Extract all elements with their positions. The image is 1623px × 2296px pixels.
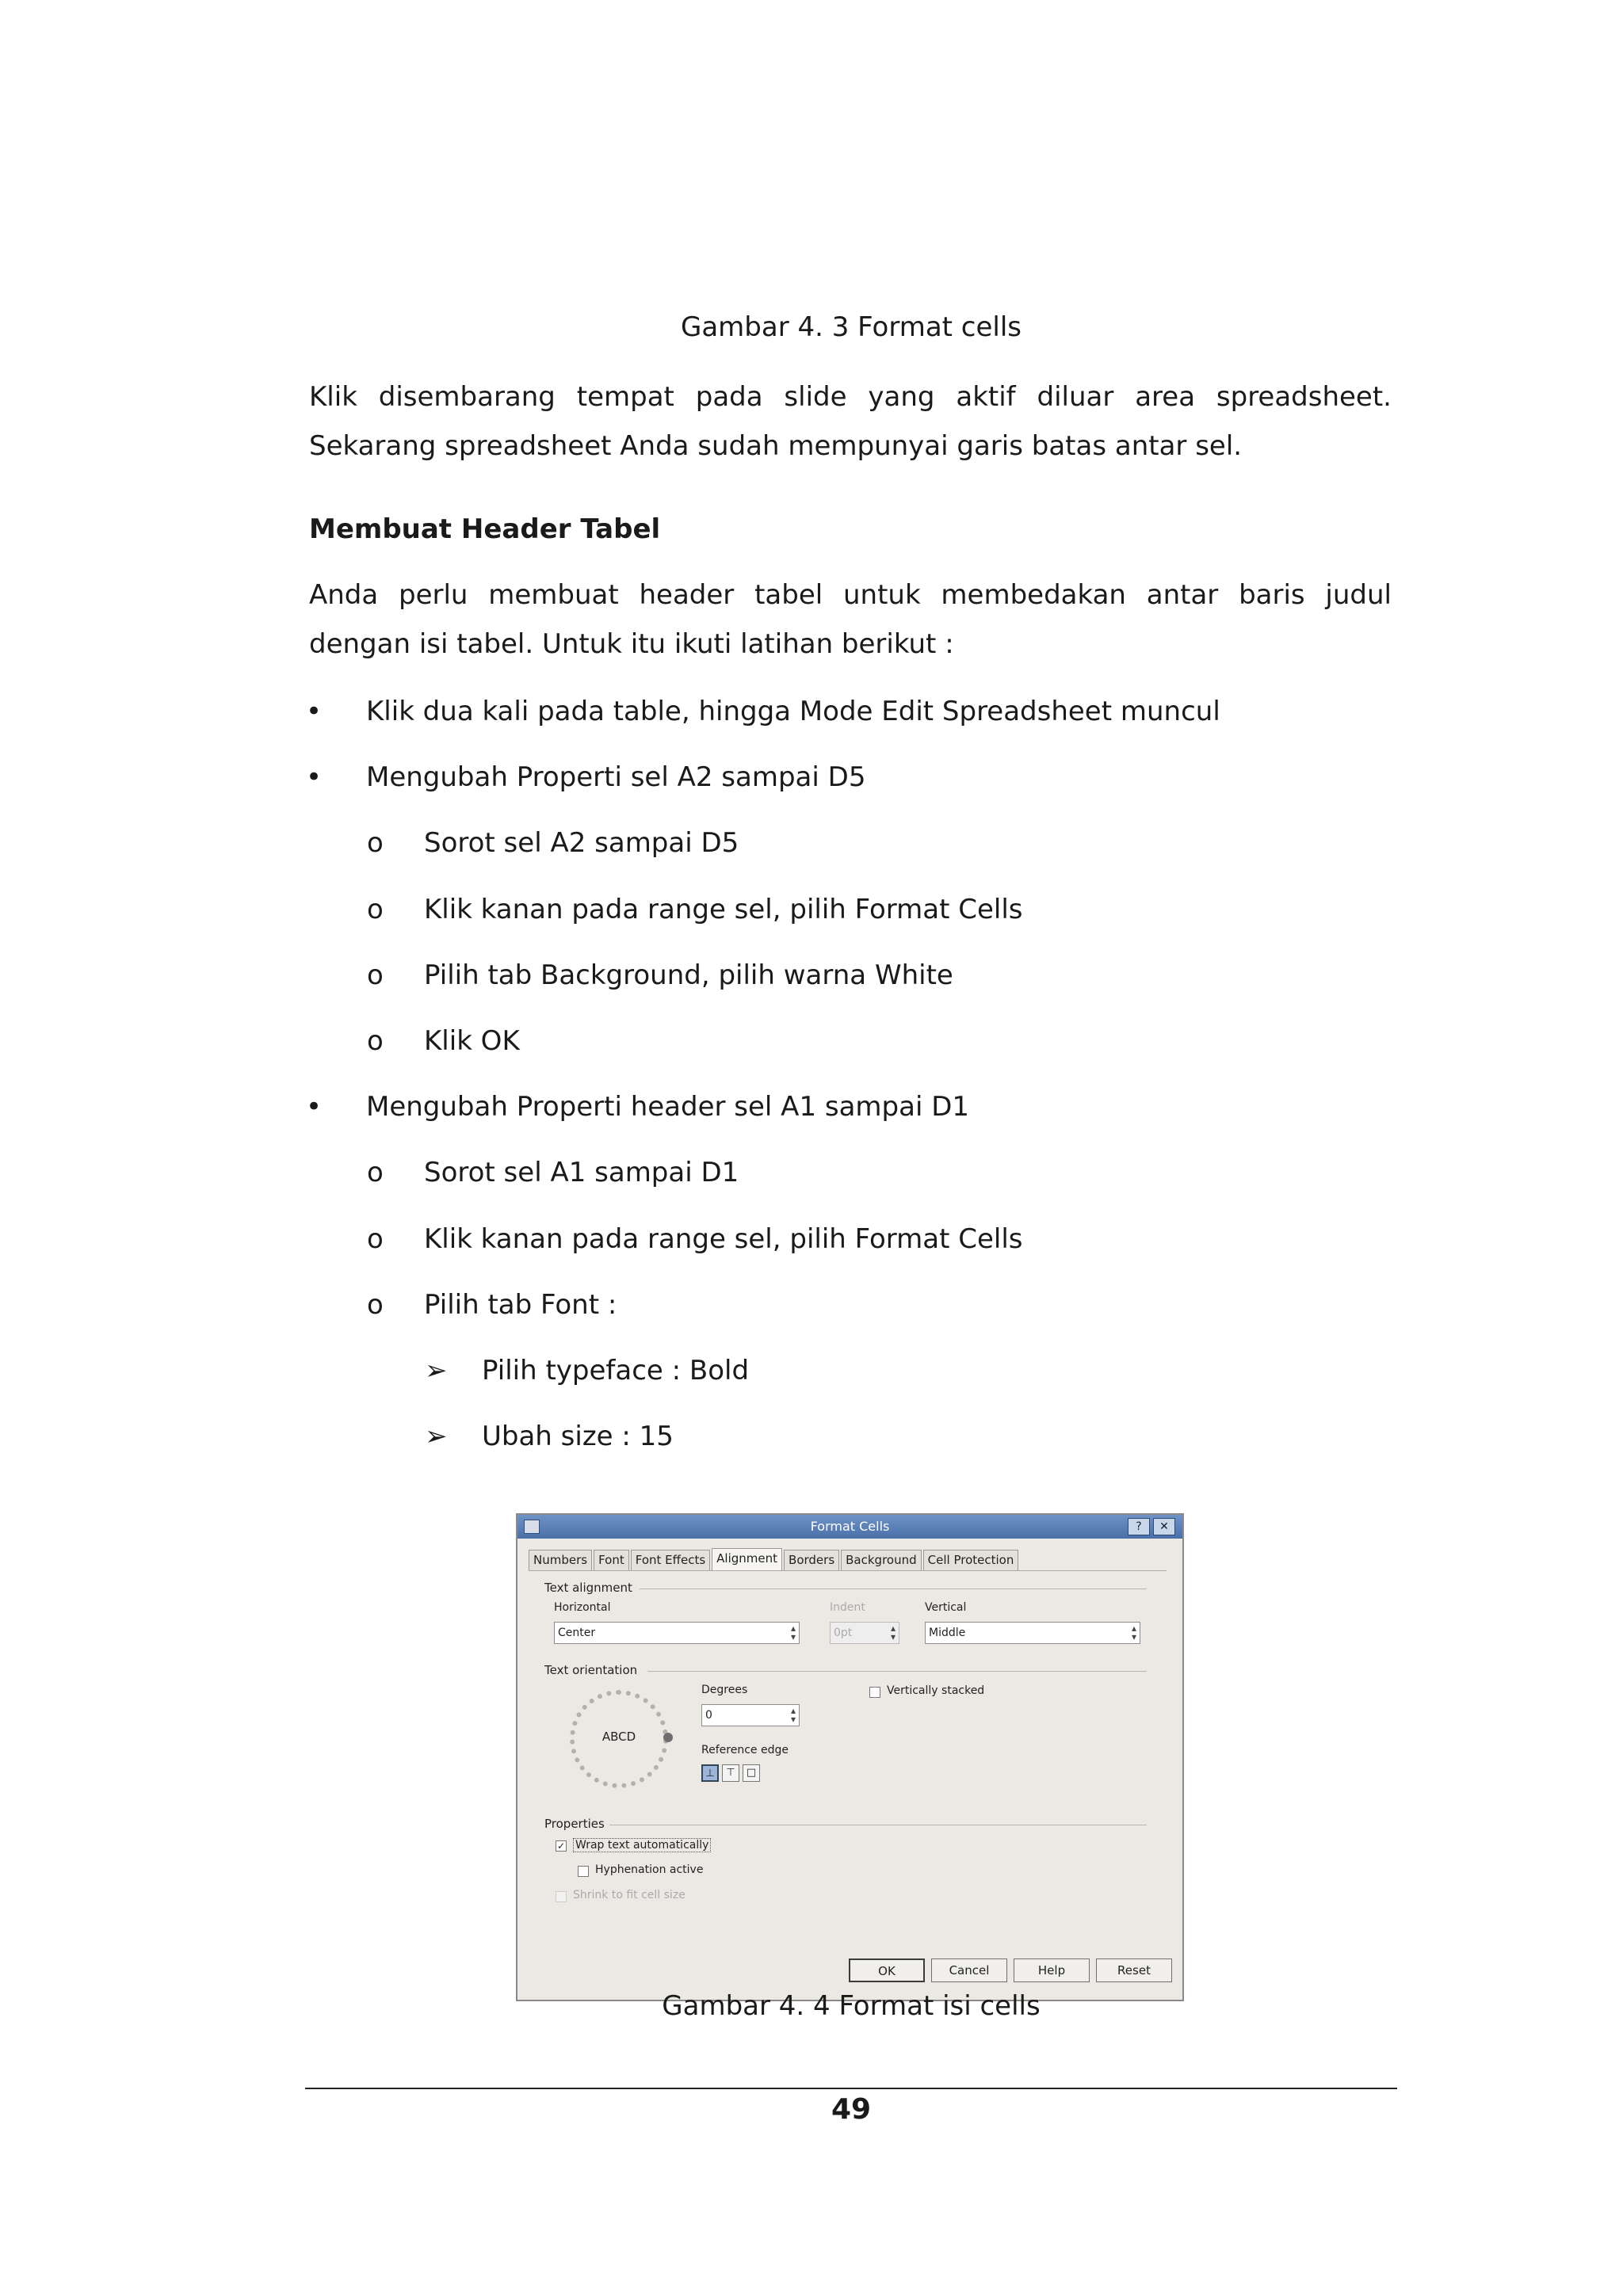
figure-caption-top: Gambar 4. 3 Format cells [680, 311, 1022, 343]
properties-label: Properties [544, 1817, 605, 1831]
list-item: Klik kanan pada range sel, pilih Format Cells [424, 1223, 1023, 1255]
spin-arrows-icon: ▴ ▾ [890, 1623, 896, 1642]
paragraph-1-line-2: Sekarang spreadsheet Anda sudah mempunyai garis batas antar sel. [309, 430, 1243, 462]
spin-arrows-icon: ▴ ▾ [790, 1623, 796, 1642]
dial-text: ABCD [601, 1730, 636, 1744]
format-cells-dialog [516, 1513, 1184, 2001]
circle-bullet-icon: o [367, 827, 384, 859]
bullet-icon: • [306, 1091, 323, 1123]
top-edge-icon[interactable]: ⊤ [722, 1764, 739, 1782]
list-item: Klik dua kali pada table, hingga Mode Edit Spreadsheet muncul [366, 696, 1220, 727]
list-item: Pilih typeface : Bold [482, 1355, 750, 1386]
text-orientation-label: Text orientation [544, 1663, 638, 1677]
divider [647, 1671, 1147, 1672]
ok-button[interactable]: OK [849, 1958, 925, 1982]
reset-button[interactable]: Reset [1096, 1958, 1172, 1982]
dial-handle-icon[interactable] [663, 1733, 673, 1742]
list-item: Mengubah Properti sel A2 sampai D5 [366, 761, 866, 793]
inside-edge-icon[interactable]: □ [743, 1764, 760, 1782]
indent-value: 0pt [834, 1627, 853, 1639]
indent-spinner[interactable] [830, 1622, 899, 1644]
circle-bullet-icon: o [367, 1025, 384, 1057]
arrow-bullet-icon: ➢ [425, 1355, 448, 1386]
tab-alignment[interactable]: Alignment [712, 1548, 782, 1571]
circle-bullet-icon: o [367, 1157, 384, 1188]
shrink-label: Shrink to fit cell size [573, 1889, 685, 1901]
vertical-label: Vertical [925, 1601, 967, 1614]
page-number: 49 [831, 2093, 872, 2126]
horizontal-label: Horizontal [554, 1601, 611, 1614]
bottom-edge-icon[interactable]: ⊥ [701, 1764, 719, 1782]
paragraph-1 [309, 372, 1392, 471]
hyphenation-label: Hyphenation active [595, 1863, 704, 1876]
list-item: Sorot sel A2 sampai D5 [424, 827, 739, 859]
list-item: Mengubah Properti header sel A1 sampai D1 [366, 1091, 970, 1123]
help-icon[interactable]: ? [1128, 1518, 1150, 1535]
tab-background[interactable]: Background [841, 1550, 922, 1570]
shrink-checkbox[interactable] [556, 1891, 567, 1902]
help-button[interactable]: Help [1014, 1958, 1090, 1982]
paragraph-2-line-2: dengan isi tabel. Untuk itu ikuti latihan berikut : [309, 628, 954, 660]
bullet-icon: • [306, 761, 323, 793]
circle-bullet-icon: o [367, 1289, 384, 1321]
list-item: Pilih tab Background, pilih warna White [424, 959, 953, 991]
footer-rule [305, 2088, 1397, 2089]
circle-bullet-icon: o [367, 1223, 384, 1255]
dialog-tabs [529, 1550, 1020, 1570]
paragraph-2-line-1: Anda perlu membuat header tabel untuk membedakan antar baris judul [309, 579, 1392, 611]
wrap-text-checkbox[interactable]: ✓ [556, 1840, 566, 1852]
dialog-title: Format Cells [810, 1519, 890, 1534]
list-item: Ubah size : 15 [482, 1421, 674, 1452]
spin-arrows-icon: ▴ ▾ [1131, 1623, 1136, 1642]
dialog-titlebar [517, 1515, 1182, 1539]
list-item: Sorot sel A1 sampai D1 [424, 1157, 739, 1188]
close-icon[interactable]: ✕ [1153, 1518, 1175, 1535]
vertically-stacked-checkbox[interactable] [869, 1687, 880, 1698]
vertically-stacked-label: Vertically stacked [887, 1684, 985, 1697]
circle-bullet-icon: o [367, 959, 384, 991]
figure-caption-bottom: Gambar 4. 4 Format isi cells [662, 1990, 1041, 2022]
tab-numbers[interactable]: Numbers [529, 1550, 592, 1570]
horizontal-value: Center [558, 1627, 596, 1639]
vertical-value: Middle [929, 1627, 966, 1639]
paragraph-1-line-1: Klik disembarang tempat pada slide yang aktif diluar area spreadsheet. [309, 381, 1392, 413]
list-item: Pilih tab Font : [424, 1289, 617, 1321]
tab-cell-protection[interactable]: Cell Protection [923, 1550, 1019, 1570]
horizontal-select[interactable] [554, 1622, 800, 1644]
vertical-select[interactable] [925, 1622, 1140, 1644]
indent-label: Indent [830, 1601, 865, 1614]
wrap-text-label: Wrap text automatically [573, 1838, 711, 1852]
paragraph-2 [309, 570, 1392, 669]
arrow-bullet-icon: ➢ [425, 1421, 448, 1452]
orientation-dial[interactable] [570, 1690, 668, 1788]
tab-font[interactable]: Font [594, 1550, 629, 1570]
bullet-icon: • [306, 696, 323, 727]
text-alignment-label: Text alignment [544, 1581, 632, 1595]
list-item: Klik kanan pada range sel, pilih Format Cells [424, 894, 1023, 925]
degrees-label: Degrees [701, 1684, 748, 1696]
spin-arrows-icon: ▴ ▾ [790, 1705, 796, 1725]
list-item: Klik OK [424, 1025, 520, 1057]
circle-bullet-icon: o [367, 894, 384, 925]
reference-edge-label: Reference edge [701, 1744, 789, 1756]
cancel-button[interactable]: Cancel [931, 1958, 1007, 1982]
tab-font-effects[interactable]: Font Effects [631, 1550, 710, 1570]
hyphenation-checkbox[interactable] [578, 1866, 589, 1877]
degrees-spinner[interactable] [701, 1704, 800, 1726]
degrees-value: 0 [705, 1709, 712, 1722]
tab-borders[interactable]: Borders [784, 1550, 839, 1570]
alignment-panel [529, 1570, 1167, 1904]
app-icon [524, 1520, 540, 1534]
section-heading: Membuat Header Tabel [309, 513, 661, 545]
